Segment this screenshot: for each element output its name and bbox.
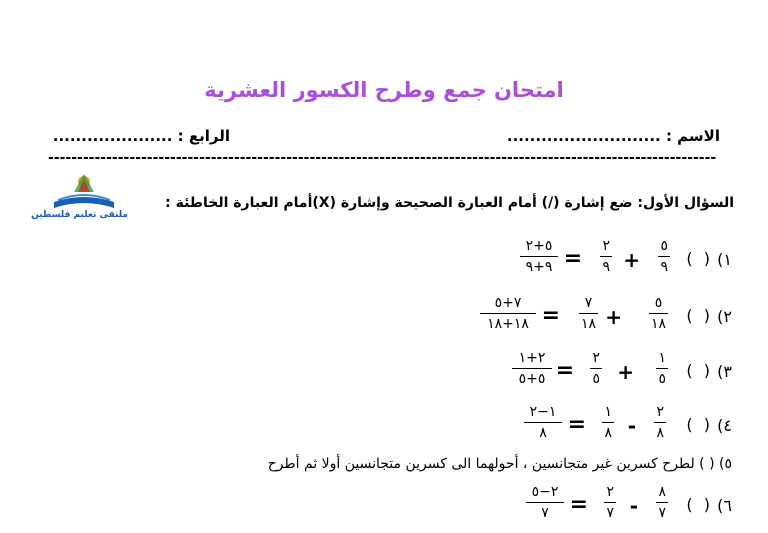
equals-sign: = bbox=[563, 246, 582, 271]
denominator: ١٨+١٨ bbox=[487, 316, 529, 332]
operator: + bbox=[617, 360, 634, 384]
fraction-a bbox=[656, 348, 668, 389]
answer-box[interactable]: ( ) bbox=[686, 495, 710, 514]
logo-book-icon bbox=[44, 168, 124, 212]
numerator: ٢−٥ bbox=[531, 484, 559, 500]
denominator: ٩ bbox=[660, 259, 668, 275]
item-number: ٤) bbox=[717, 416, 732, 435]
operator: + bbox=[605, 305, 622, 329]
numerator: ٥+٢ bbox=[525, 238, 553, 254]
numerator: ٨ bbox=[658, 484, 666, 500]
fraction-result bbox=[512, 348, 552, 389]
fraction-result bbox=[526, 482, 564, 523]
logo-caption: ملتقى تعليم فلسطين bbox=[31, 210, 128, 220]
fraction-b bbox=[579, 293, 598, 334]
question-item-5: ٥) ( ) لطرح كسرين غير متجانسين ، أحولهما الى كسرين متجانسين أولا ثم أطرح bbox=[267, 456, 732, 472]
equals-sign: = bbox=[541, 303, 560, 328]
numerator: ٧+٥ bbox=[494, 295, 522, 311]
fraction-a bbox=[658, 236, 670, 277]
operator: + bbox=[623, 248, 640, 272]
numerator: ٢+١ bbox=[518, 350, 546, 366]
answer-box[interactable]: ( ) bbox=[686, 249, 710, 268]
fraction-b bbox=[602, 402, 614, 443]
equals-sign: = bbox=[567, 412, 586, 437]
numerator: ١−٢ bbox=[529, 404, 557, 420]
question-item-4 bbox=[412, 402, 732, 452]
numerator: ٢ bbox=[656, 404, 664, 420]
fraction-result bbox=[524, 402, 562, 443]
denominator: ٩+٩ bbox=[525, 259, 553, 275]
answer-box[interactable]: ( ) bbox=[686, 361, 710, 380]
question-item-2 bbox=[412, 293, 732, 343]
question1-title: السؤال الأول: ضع إشارة (/) أمام العبارة الصحيحة وإشارة (X)أمام العبارة الخاطئة : bbox=[165, 195, 734, 211]
denominator: ٧ bbox=[658, 505, 666, 521]
item-number: ١) bbox=[717, 250, 732, 269]
item-number: ٦) bbox=[717, 496, 732, 515]
question-item-1 bbox=[412, 236, 732, 286]
numerator: ٢ bbox=[592, 350, 600, 366]
operator: - bbox=[627, 414, 636, 438]
denominator: ١٨ bbox=[650, 316, 666, 332]
numerator: ١ bbox=[658, 350, 666, 366]
denominator: ٥ bbox=[658, 371, 666, 387]
numerator: ٢ bbox=[606, 484, 614, 500]
fraction-a bbox=[654, 402, 666, 443]
numerator: ٥ bbox=[660, 238, 668, 254]
question-item-6 bbox=[412, 482, 732, 532]
fraction-result bbox=[520, 236, 558, 277]
fraction-result bbox=[480, 293, 536, 334]
item-number: ٣) bbox=[717, 362, 732, 381]
denominator: ٨ bbox=[539, 425, 547, 441]
exam-title: امتحان جمع وطرح الكسور العشرية bbox=[204, 78, 564, 102]
denominator: ٩ bbox=[602, 259, 610, 275]
denominator: ٧ bbox=[541, 505, 549, 521]
student-name-field: الاسم : ........................... bbox=[506, 127, 720, 145]
fraction-b bbox=[590, 348, 602, 389]
operator: - bbox=[629, 494, 638, 518]
denominator: ١٨ bbox=[580, 316, 596, 332]
answer-box[interactable]: ( ) bbox=[686, 415, 710, 434]
denominator: ٥ bbox=[592, 371, 600, 387]
numerator: ٧ bbox=[584, 295, 593, 311]
denominator: ٥+٥ bbox=[518, 371, 546, 387]
numerator: ٢ bbox=[602, 238, 610, 254]
item-number: ٢) bbox=[717, 307, 732, 326]
equals-sign: = bbox=[555, 358, 574, 383]
denominator: ٨ bbox=[604, 425, 612, 441]
fraction-a bbox=[656, 482, 668, 523]
numerator: ٥ bbox=[654, 295, 663, 311]
fraction-b bbox=[600, 236, 612, 277]
question-item-3 bbox=[412, 348, 732, 398]
answer-box[interactable]: ( ) bbox=[686, 306, 710, 325]
fraction-b bbox=[604, 482, 616, 523]
header-divider: ------------------------------------------------------------------------------------------------------------------- bbox=[48, 150, 717, 166]
denominator: ٧ bbox=[606, 505, 614, 521]
numerator: ١ bbox=[604, 404, 612, 420]
equals-sign: = bbox=[569, 492, 588, 517]
fraction-a bbox=[649, 293, 668, 334]
grade-field: الرابع : ..................... bbox=[52, 127, 230, 145]
denominator: ٨ bbox=[656, 425, 664, 441]
